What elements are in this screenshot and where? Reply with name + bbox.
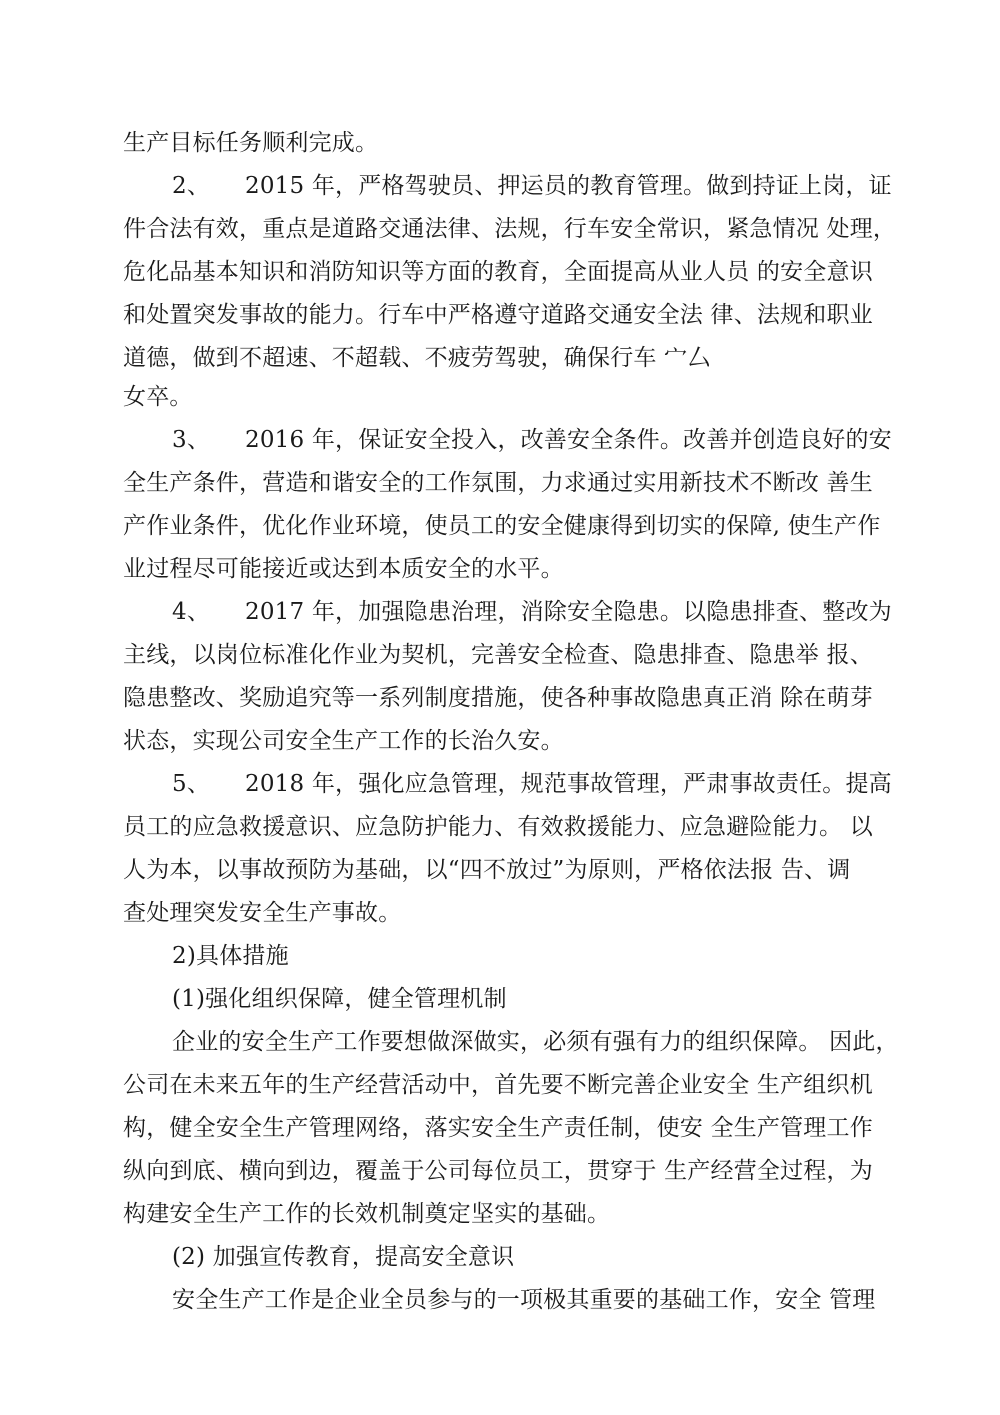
paragraph-line: 产作业条件，优化作业环境，使员工的安全健康得到切实的保障, 使生产作 (123, 513, 881, 539)
paragraph-line: 员工的应急救援意识、应急防护能力、有效救援能力、应急避险能力。 以 (123, 814, 873, 840)
paragraph-line: 状态，实现公司安全生产工作的长治久安。 (123, 728, 564, 754)
list-item-2018 (172, 769, 892, 812)
paragraph-line: 查处理突发安全生产事故。 (123, 900, 402, 926)
paragraph-line: 业过程尽可能接近或达到本质安全的水平。 (123, 556, 564, 582)
paragraph-line: 件合法有效，重点是道路交通法律、法规，行车安全常识，紧急情况 处理， (123, 216, 897, 242)
paragraph-line: 企业的安全生产工作要想做深做实，必须有强有力的组织保障。 因此， (172, 1029, 899, 1055)
list-item-text: 2015 年，严格驾驶员、押运员的教育管理。做到持证上岗，证 (245, 173, 892, 199)
paragraph-line: 构建安全生产工作的长效机制奠定坚实的基础。 (123, 1201, 611, 1227)
list-item-text: 2017 年，加强隐患治理，消除安全隐患。以隐患排查、整改为 (245, 599, 892, 625)
list-item-text: 2018 年，强化应急管理，规范事故管理，严肃事故责任。提高 (245, 771, 892, 797)
paragraph-line: 安全生产工作是企业全员参与的一项极其重要的基础工作，安全 管理 (172, 1287, 876, 1313)
paragraph-line: 构，健全安全生产管理网络，落实安全生产责任制，使安 全生产管理工作 (123, 1115, 873, 1141)
subsection-heading: (2) 加强宣传教育，提高安全意识 (172, 1244, 515, 1270)
paragraph-line: 隐患整改、奖励追究等一系列制度措施，使各种事故隐患真正消 除在萌芽 (123, 685, 873, 711)
paragraph-line: 人为本，以事故预防为基础，以“四不放过”为原则，严格依法报 告、调 (123, 857, 851, 883)
list-number: 2、 (172, 173, 211, 199)
subsection-heading: (1)强化组织保障，健全管理机制 (172, 986, 507, 1012)
list-item-2016 (172, 425, 892, 468)
paragraph-line: 公司在未来五年的生产经营活动中，首先要不断完善企业安全 生产组织机 (123, 1072, 873, 1098)
paragraph-line: 生产目标任务顺利完成。 (123, 130, 379, 156)
list-number: 5、 (172, 771, 211, 797)
list-item-2017 (172, 597, 892, 640)
list-number: 4、 (172, 599, 211, 625)
section-heading: 2)具体措施 (172, 943, 289, 969)
list-number: 3、 (172, 427, 211, 453)
paragraph-line: 和处置突发事故的能力。行车中严格遵守道路交通安全法 律、法规和职业 (123, 302, 873, 328)
paragraph-line: 全生产条件，营造和谐安全的工作氛围，力求通过实用新技术不断改 善生 (123, 470, 873, 496)
paragraph-line: 危化品基本知识和消防知识等方面的教育，全面提高从业人员 的安全意识 (123, 259, 873, 285)
paragraph-line: 纵向到底、横向到边，覆盖于公司每位员工，贯穿于 生产经营全过程，为 (123, 1158, 873, 1184)
paragraph-line: 女卒。 (123, 384, 193, 410)
list-item-text: 2016 年，保证安全投入，改善安全条件。改善并创造良好的安 (245, 427, 892, 453)
paragraph-line: 主线，以岗位标准化作业为契机，完善安全检查、隐患排查、隐患举 报、 (123, 642, 873, 668)
list-item-2015 (172, 171, 892, 214)
paragraph-line: 道德，做到不超速、不超载、不疲劳驾驶，确保行车 宀厶 (123, 345, 711, 371)
